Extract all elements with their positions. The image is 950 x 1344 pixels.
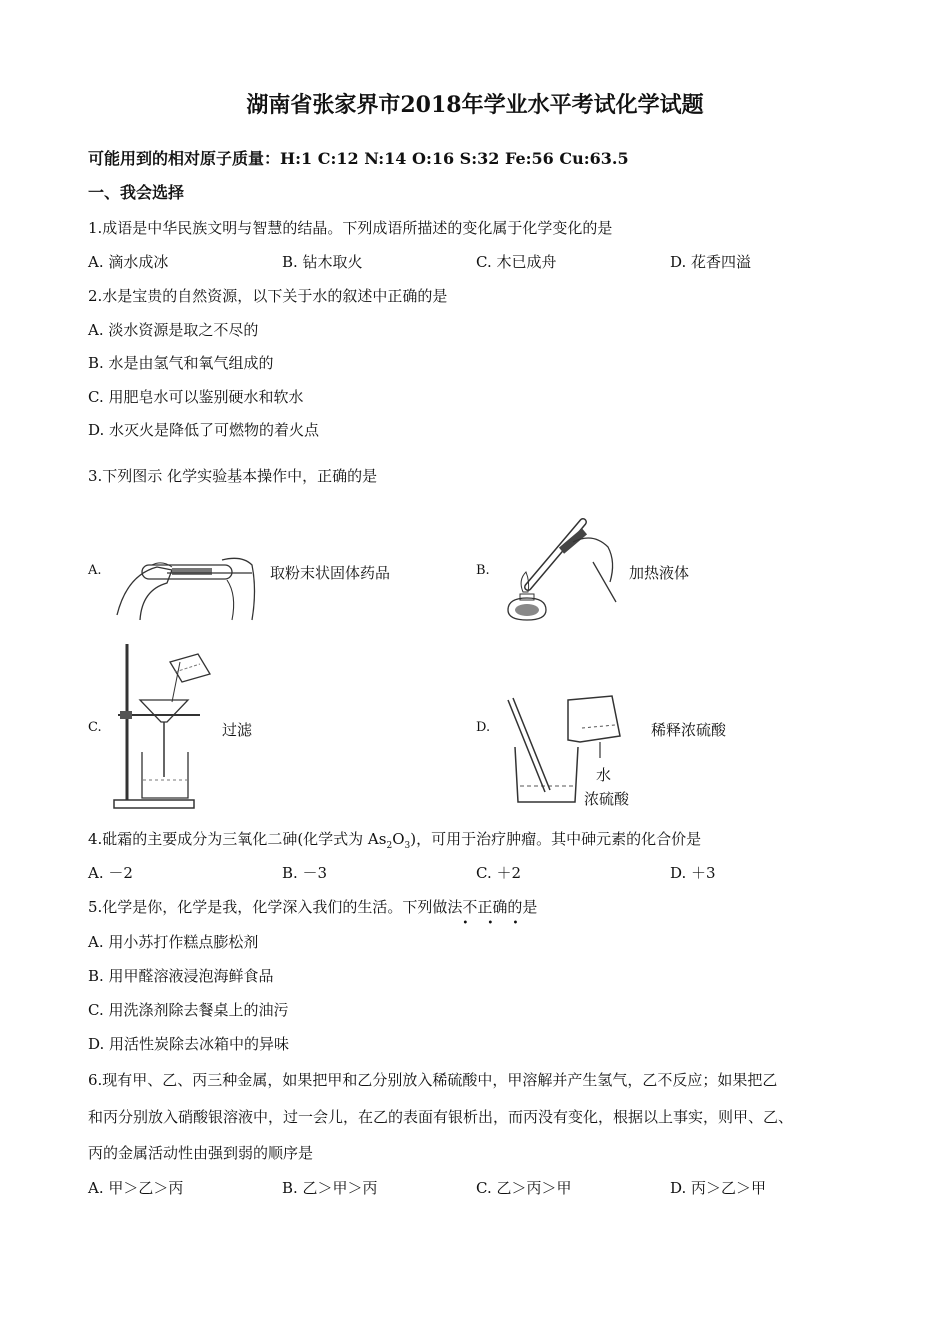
question-6-line-1: 6.现有甲、乙、丙三种金属，如果把甲和乙分别放入稀硫酸中，甲溶解并产生氢气，乙不反应；如果把乙 bbox=[88, 1071, 778, 1089]
q4-option-c: C. ＋2 bbox=[476, 864, 522, 882]
q1-option-c: C. 木已成舟 bbox=[476, 253, 557, 271]
q3-option-c-text: 过滤 bbox=[222, 721, 253, 739]
question-3-stem: 3.下列图示 化学实验基本操作中，正确的是 bbox=[88, 467, 378, 485]
q3-option-b-text: 加热液体 bbox=[629, 564, 690, 582]
emphasis-not-correct: 不正确 • • • bbox=[462, 898, 527, 929]
question-6-line-2: 和丙分别放入硝酸银溶液中，过一会儿，在乙的表面有银析出，而丙没有变化，根据以上事实，则甲、乙、 bbox=[88, 1108, 794, 1126]
question-6-line-3: 丙的金属活动性由强到弱的顺序是 bbox=[88, 1144, 314, 1162]
question-4-stem: 4.砒霜的主要成分为三氧化二砷(化学式为 $As_2O_3$)，可用于治疗肿瘤。其中砷元素的化合价是 bbox=[88, 830, 702, 851]
q3-option-b-label: B. bbox=[476, 563, 490, 578]
q2-option-c: C. 用肥皂水可以鉴别硬水和软水 bbox=[88, 388, 304, 406]
q5-option-c: C. 用洗涤剂除去餐桌上的油污 bbox=[88, 1001, 289, 1019]
q4-option-a: A. －2 bbox=[88, 864, 133, 882]
q5-option-b: B. 用甲醛溶液浸泡海鲜食品 bbox=[88, 967, 274, 985]
q4-option-b: B. －3 bbox=[282, 864, 328, 882]
page-title: 湖南省张家界市2018年学业水平考试化学试题 bbox=[246, 92, 704, 118]
section-heading: 一、我会选择 bbox=[88, 183, 185, 202]
q1-option-a: A. 滴水成冰 bbox=[88, 253, 169, 271]
heating-liquid-illustration bbox=[498, 512, 628, 627]
q3-option-c-label: C. bbox=[88, 720, 102, 735]
q5-option-d: D. 用活性炭除去冰箱中的异味 bbox=[88, 1035, 290, 1053]
q6-option-a: A. 甲＞乙＞丙 bbox=[88, 1179, 184, 1197]
q2-option-d: D. 水灭火是降低了可燃物的着火点 bbox=[88, 421, 320, 439]
q6-option-d: D. 丙＞乙＞甲 bbox=[670, 1179, 767, 1197]
powder-sampling-illustration bbox=[112, 545, 262, 625]
q6-option-b: B. 乙＞甲＞丙 bbox=[282, 1179, 378, 1197]
atomic-mass-line: 可能用到的相对原子质量：H:1 C:12 N:14 O:16 S:32 Fe:56 Cu:63.5 bbox=[88, 149, 629, 168]
q3-option-a-text: 取粉末状固体药品 bbox=[270, 564, 391, 582]
question-2-stem: 2.水是宝贵的自然资源，以下关于水的叙述中正确的是 bbox=[88, 287, 448, 305]
q5-option-a: A. 用小苏打作糕点膨松剂 bbox=[88, 933, 259, 951]
question-5-stem: 5.化学是你，化学是我，化学深入我们的生活。下列做法不正确 • • • 的是 bbox=[88, 898, 538, 929]
q3-option-d-label: D. bbox=[476, 720, 491, 735]
q6-option-c: C. 乙＞丙＞甲 bbox=[476, 1179, 572, 1197]
q3-option-d-text: 稀释浓硫酸 bbox=[651, 721, 727, 739]
concentrated-acid-label: 浓硫酸 bbox=[584, 790, 630, 808]
q1-option-b: B. 钻木取火 bbox=[282, 253, 363, 271]
q2-option-a: A. 淡水资源是取之不尽的 bbox=[88, 321, 259, 339]
filtration-illustration bbox=[110, 642, 220, 812]
question-1-stem: 1.成语是中华民族文明与智慧的结晶。下列成语所描述的变化属于化学变化的是 bbox=[88, 219, 613, 237]
q2-option-b: B. 水是由氢气和氧气组成的 bbox=[88, 354, 274, 372]
water-label: 水 bbox=[596, 766, 612, 784]
q1-option-d: D. 花香四溢 bbox=[670, 253, 752, 271]
q4-option-d: D. ＋3 bbox=[670, 864, 716, 882]
q3-option-a-label: A. bbox=[88, 563, 102, 578]
